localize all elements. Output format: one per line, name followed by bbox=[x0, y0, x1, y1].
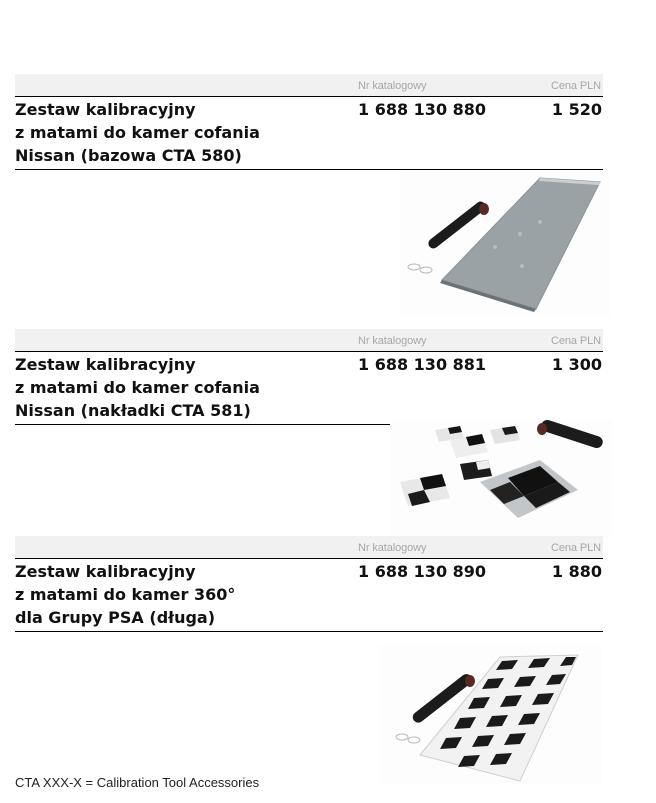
price-header: Cena PLN bbox=[551, 80, 601, 92]
catalog-number-header: Nr katalogowy bbox=[358, 335, 427, 347]
checkerboard-mat-image bbox=[380, 645, 602, 785]
mat-marker bbox=[538, 220, 542, 224]
table-header-row bbox=[15, 536, 603, 559]
table-header-row bbox=[15, 74, 603, 97]
catalog-number: 1 688 130 890 bbox=[358, 562, 487, 581]
catalog-number-header: Nr katalogowy bbox=[358, 542, 427, 554]
table-header-row bbox=[15, 329, 603, 352]
mat-marker bbox=[518, 232, 522, 236]
price-value: 1 880 bbox=[551, 562, 602, 581]
product-name: Zestaw kalibracyjny z matami do kamer cofania Nissan (bazowa CTA 580) bbox=[15, 100, 260, 165]
catalog-number: 1 688 130 880 bbox=[358, 100, 487, 119]
price-header: Cena PLN bbox=[551, 542, 601, 554]
price-header: Cena PLN bbox=[551, 335, 601, 347]
tube-cap bbox=[479, 203, 489, 215]
price-value: 1 300 bbox=[551, 355, 602, 374]
catalog-number: 1 688 130 881 bbox=[358, 355, 487, 374]
footer-note: CTA XXX-X = Calibration Tool Accessories bbox=[15, 775, 260, 790]
product-name: Zestaw kalibracyjny z matami do kamer cofania Nissan (nakładki CTA 581) bbox=[15, 355, 260, 420]
product-name: Zestaw kalibracyjny z matami do kamer 360° dla Grupy PSA (długa) bbox=[15, 562, 236, 627]
mat-marker bbox=[520, 264, 524, 268]
grey-mat-image bbox=[400, 172, 610, 317]
divider bbox=[15, 169, 603, 170]
catalog-number-header: Nr katalogowy bbox=[358, 80, 427, 92]
overlay-mats-image bbox=[390, 420, 612, 538]
price-value: 1 520 bbox=[551, 100, 602, 119]
tube-cap bbox=[465, 675, 475, 687]
divider bbox=[15, 631, 603, 632]
mat-marker bbox=[493, 245, 497, 249]
tube-cap bbox=[537, 423, 547, 435]
